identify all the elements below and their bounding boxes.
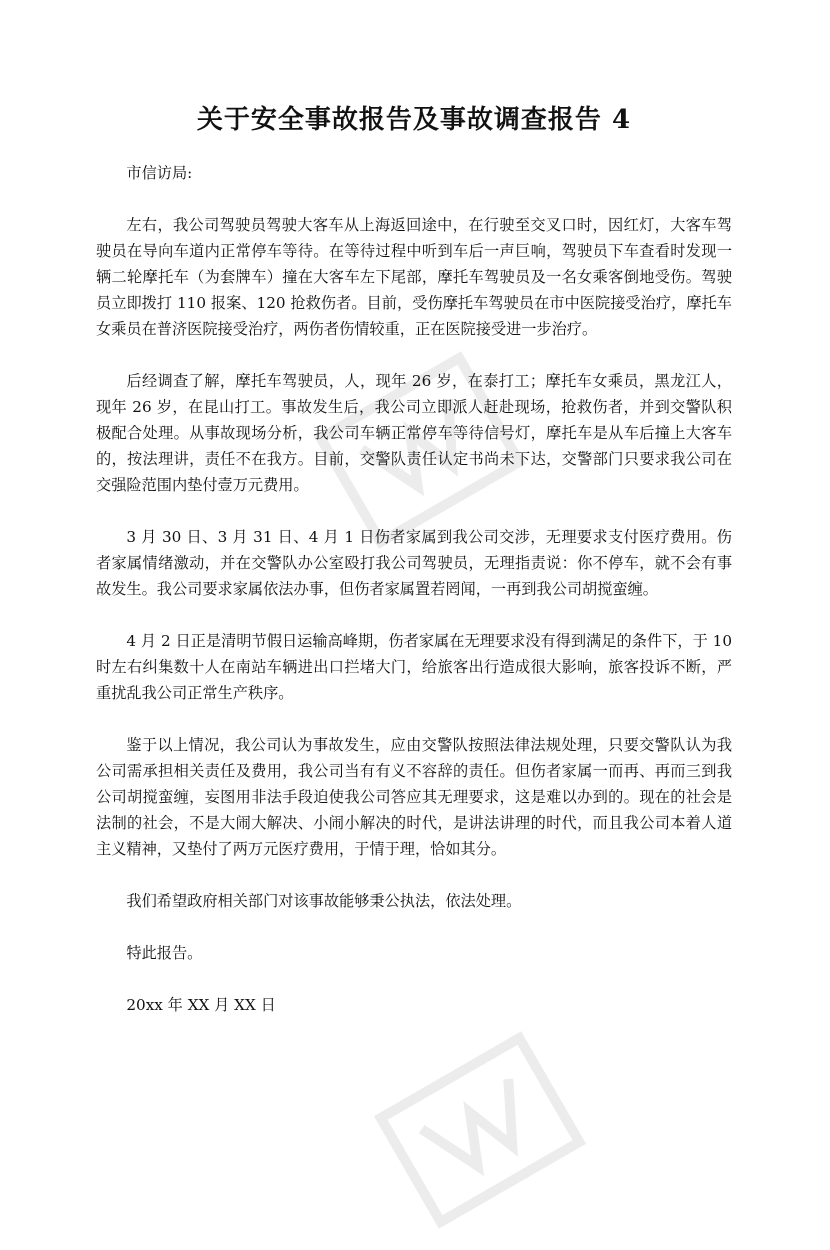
paragraph-investigation: 后经调查了解，摩托车驾驶员，人，现年 26 岁，在泰打工；摩托车女乘员，黑龙江人，现年 26 岁，在昆山打工。事故发生后，我公司立即派人赶赴现场，抢救伤者，并到交警队积极配合处理。从事故现场分析，我公司车辆正常停车等待信号灯，摩托车是从车后撞上大客车的，按法理讲，责任不在我方。目前，交警队责任认定书尚未下达，交警部门只要求我公司在交强险范围内垫付壹万元费用。	[96, 372, 732, 494]
paragraph-request: 我们希望政府相关部门对该事故能够秉公执法，依法处理。	[126, 892, 522, 910]
paragraph-company-position: 鉴于以上情况，我公司认为事故发生，应由交警队按照法律法规处理，只要交警队认为我公司需承担相关责任及费用，我公司当有有义不容辞的责任。但伤者家属一而再、再而三到我公司胡搅蛮缠，妄图用非法手段迫使我公司答应其无理要求，这是难以办到的。现在的社会是法制的社会，不是大闹大解决、小闹小解决的时代，是讲法讲理的时代，而且我公司本着人道主义精神，又垫付了两万元医疗费用，于情于理，恰如其分。	[96, 736, 732, 858]
document-title: 关于安全事故报告及事故调查报告 4	[196, 105, 632, 135]
salutation: 市信访局:	[126, 164, 193, 182]
paragraph-accident-description: 左右，我公司驾驶员驾驶大客车从上海返回途中，在行驶至交叉口时，因红灯，大客车驾驶员在导向车道内正常停车等待。在等待过程中听到车后一声巨响，驾驶员下车查看时发现一辆二轮摩托车（为套牌车）撞在大客车左下尾部，摩托车驾驶员及一名女乘客倒地受伤。驾驶员立即拨打 110 报案、120 抢救伤者。目前，受伤摩托车驾驶员在市中医院接受治疗，摩托车女乘员在普济医院接受治疗，两伤者伤情较重，正在医院接受进一步治疗。	[96, 216, 732, 338]
closing-remark: 特此报告。	[126, 944, 203, 962]
paragraph-station-blockade: 4 月 2 日正是清明节假日运输高峰期，伤者家属在无理要求没有得到满足的条件下，于 10 时左右纠集数十人在南站车辆进出口拦堵大门，给旅客出行造成很大影响，旅客投诉不断，严重扰乱我公司正常生产秩序。	[96, 632, 732, 702]
document-page	[96, 96, 732, 1018]
document-date: 20xx 年 XX 月 XX 日	[126, 996, 276, 1014]
paragraph-family-dispute: 3 月 30 日、3 月 31 日、4 月 1 日伤者家属到我公司交涉，无理要求支付医疗费用。伤者家属情绪激动，并在交警队办公室殴打我公司驾驶员，无理指责说：你不停车，就不会有事故发生。我公司要求家属依法办事，但伤者家属置若罔闻，一再到我公司胡搅蛮缠。	[96, 528, 732, 598]
watermark-logo	[360, 1010, 600, 1250]
